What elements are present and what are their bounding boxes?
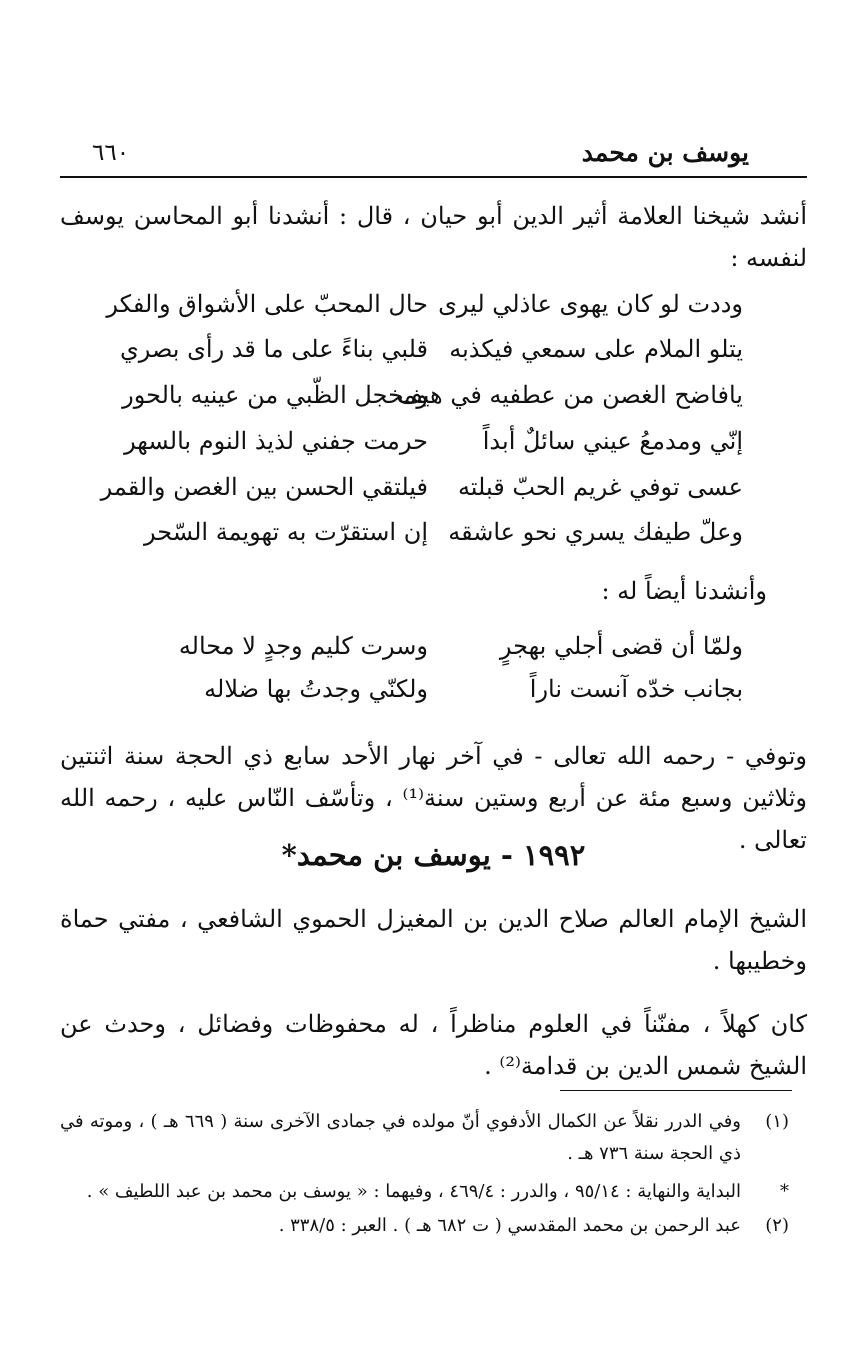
- verse-first-hemistich: يافاضح الغصن من عطفيه في هيف: [397, 381, 743, 409]
- verse-line: [60, 632, 807, 674]
- footnote: [60, 1210, 789, 1242]
- intro-paragraph: أنشد شيخنا العلامة أثير الدين أبو حيان ، قال : أنشدنا أبو المحاسن يوسف لنفسه :: [60, 202, 807, 272]
- footnote-text: البداية والنهاية : ٩٥/١٤ ، والدرر : ٤٦٩/٤ ، وفيهما : « يوسف بن محمد بن عبد اللطيف » .: [86, 1181, 741, 1202]
- verse-first-hemistich: بجانب خدّه آنست ناراً: [529, 675, 743, 703]
- footnote-text: وفي الدرر نقلاً عن الكمال الأدفوي أنّ مولده في جمادى الآخرى سنة ( ٦٦٩ هـ ) ، وموته في ذي الحجة سنة ٧٣٦ هـ .: [60, 1111, 741, 1164]
- header-rule: [60, 176, 807, 178]
- verse-line: [60, 473, 807, 515]
- biography-paragraph: الشيخ الإمام العالم صلاح الدين بن المغيزل الحموي الشافعي ، مفتي حماة وخطيبها .: [60, 905, 807, 975]
- footnote: [60, 1176, 789, 1208]
- footnote-marker: *: [780, 1181, 789, 1202]
- verse-first-hemistich: وعلّ طيفك يسري نحو عاشقه: [448, 518, 743, 546]
- verse-second-hemistich: فيلتقي الحسن بين الغصن والقمر: [100, 473, 428, 501]
- verse-second-hemistich: حال المحبّ على الأشواق والفكر: [106, 290, 428, 318]
- verse-first-hemistich: وددت لو كان يهوى عاذلي ليرى: [438, 290, 743, 318]
- biography-paragraph: كان كهلاً ، مفنّناً في العلوم مناظراً ، له محفوظات وفضائل ، وحدث عن الشيخ شمس الدين بن قدامة⁽²⁾ .: [60, 1010, 807, 1080]
- verse-line: [60, 427, 807, 469]
- verse-first-hemistich: عسى توفي غريم الحبّ قبلته: [457, 473, 743, 501]
- verse-first-hemistich: يتلو الملام على سمعي فيكذبه: [449, 335, 743, 363]
- running-header-title: يوسف بن محمد: [581, 138, 749, 167]
- footnote-marker: (١): [765, 1111, 789, 1132]
- page-number: ٦٦٠: [92, 140, 130, 166]
- verse-line: [60, 335, 807, 377]
- intro-second-poem: وأنشدنا أيضاً له :: [601, 577, 767, 605]
- verse-line: [60, 518, 807, 560]
- verse-line: [60, 675, 807, 717]
- verse-second-hemistich: وسرت كليم وجدٍ لا محاله: [178, 632, 428, 660]
- death-paragraph: وتوفي - رحمه الله تعالى - في آخر نهار الأحد سابع ذي الحجة سنة اثنتين وثلاثين وسبع مئة عن أربع وستين سنة⁽¹⁾ ، وتأسّف النّاس عليه ، رحمه الله تعالى .: [60, 742, 807, 854]
- verse-second-hemistich: إن استقرّت به تهويمة السّحر: [143, 518, 428, 546]
- verse-second-hemistich: حرمت جفني لذيذ النوم بالسهر: [124, 427, 428, 455]
- verse-line: [60, 290, 807, 332]
- footnote-marker: (٢): [765, 1215, 789, 1236]
- verse-line: [60, 381, 807, 423]
- verse-second-hemistich: قلبي بناءً على ما قد رأى بصري: [119, 335, 428, 363]
- verse-first-hemistich: ولمّا أن قضى أجلي بهجرٍ: [499, 632, 743, 660]
- footnote-text: عبد الرحمن بن محمد المقدسي ( ت ٦٨٢ هـ ) . العبر : ٣٣٨/٥ .: [278, 1215, 741, 1236]
- verse-second-hemistich: ولكنّي وجدتُ بها ضلاله: [204, 675, 428, 703]
- footnote-rule: [560, 1090, 792, 1091]
- verse-first-hemistich: إنّي ومدمعُ عيني سائلٌ أبداً: [482, 427, 743, 455]
- entry-heading: ١٩٩٢ - يوسف بن محمد*: [281, 838, 586, 872]
- footnote: [60, 1106, 789, 1170]
- verse-second-hemistich: ومخجل الظّبي من عينيه بالحور: [122, 381, 428, 409]
